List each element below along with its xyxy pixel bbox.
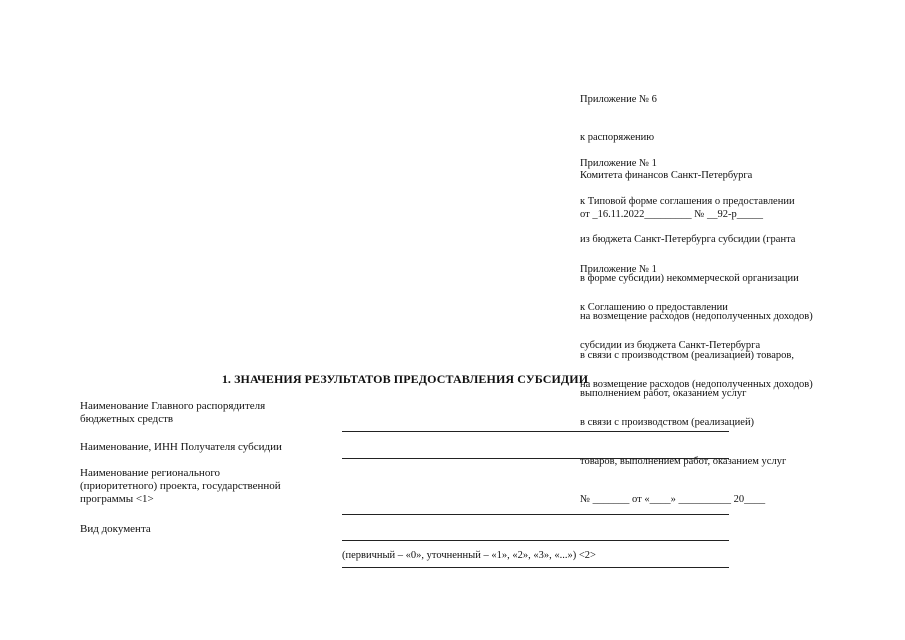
recipient-label: Наименование, ИНН Получателя субсидии: [80, 441, 282, 453]
distributor-field[interactable]: [342, 431, 729, 432]
note-line: Приложение № 1: [580, 263, 657, 275]
note-line: на возмещение расходов (недополученных доходов): [580, 378, 813, 390]
note-line: товаров, выполнением работ, оказанием услуг: [580, 455, 787, 467]
doc-type-hint: (первичный – «0», уточненный – «1», «2», «3», «...») <2>: [342, 550, 596, 561]
note-line: в связи с производством (реализацией) товаров,: [580, 349, 794, 361]
doc-type-label: Вид документа: [80, 523, 151, 535]
doc-type-field[interactable]: [342, 540, 729, 541]
note-line: Комитета финансов Санкт-Петербурга: [580, 170, 753, 182]
note-line: из бюджета Санкт-Петербурга субсидии (гранта: [580, 234, 796, 246]
note-line: от _16.11.2022_________ № __92-р_____: [580, 208, 763, 220]
note-line: к распоряжению: [580, 131, 655, 143]
note-line: субсидии из бюджета Санкт-Петербурга: [580, 340, 761, 352]
project-label: Наименование регионального (приоритетного) проекта, государственной программы <1>: [80, 467, 281, 505]
note-line: к Типовой форме соглашения о предоставлении: [580, 195, 795, 207]
doc-type-hint-line: [342, 567, 729, 568]
note-line: к Соглашению о предоставлении: [580, 301, 728, 313]
note-line: выполнением работ, оказанием услуг: [580, 387, 747, 399]
recipient-field[interactable]: [342, 458, 729, 459]
project-field[interactable]: [342, 514, 729, 515]
note-line: Приложение № 6: [580, 93, 657, 105]
note-line: на возмещение расходов (недополученных доходов): [580, 311, 813, 323]
note-line: в форме субсидии) некоммерческой организации: [580, 272, 799, 284]
note-line: № _______ от «____» __________ 20____: [580, 493, 766, 505]
section-title: 1. ЗНАЧЕНИЯ РЕЗУЛЬТАТОВ ПРЕДОСТАВЛЕНИЯ СУБСИДИИ: [221, 372, 589, 386]
distributor-label: Наименование Главного распорядителя бюджетных средств: [80, 400, 266, 425]
note-line: в связи с производством (реализацией): [580, 417, 755, 429]
note-line: Приложение № 1: [580, 157, 657, 169]
